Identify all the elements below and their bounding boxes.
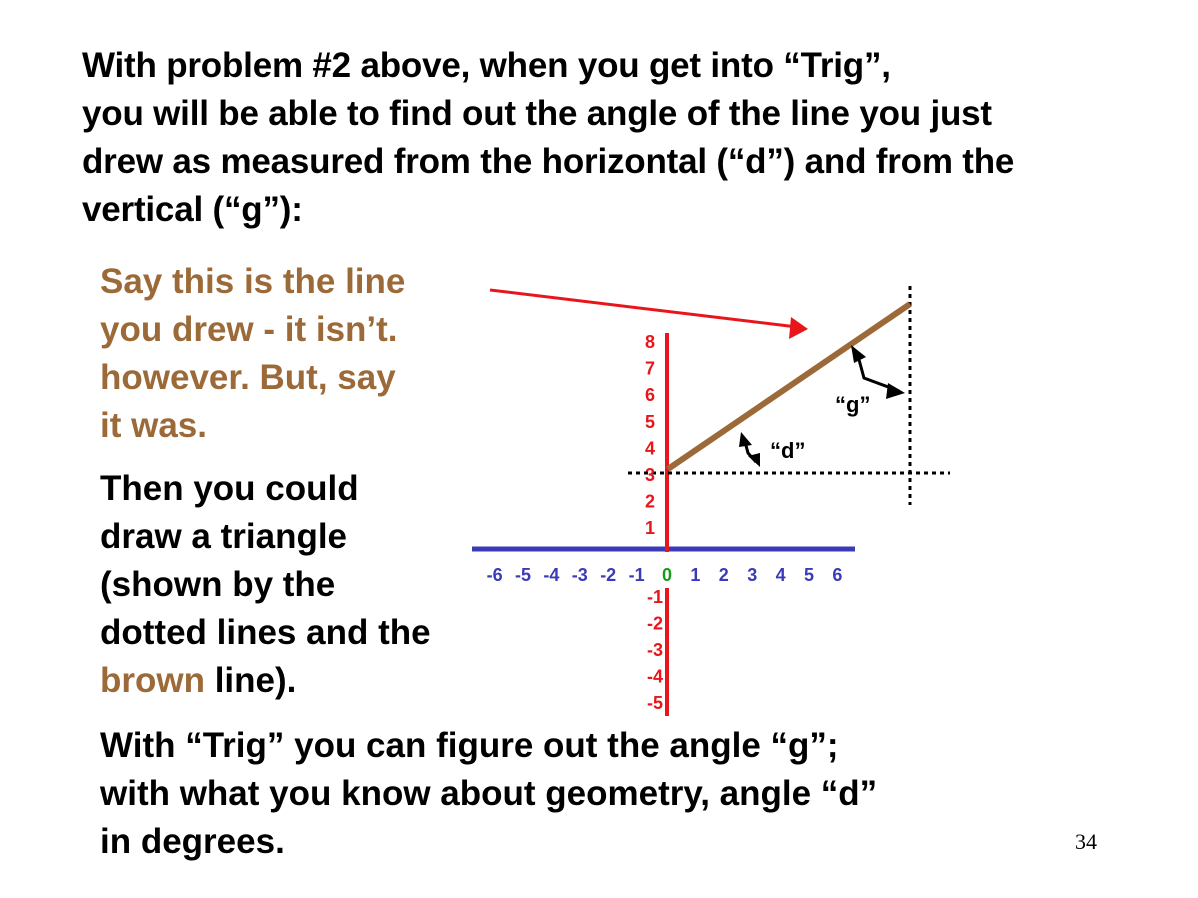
- y-tick-label: 3: [644, 465, 656, 485]
- heading-line: you will be able to find out the angle of the line you just: [82, 94, 992, 133]
- explanation-line: (shown by the: [100, 565, 336, 604]
- explanation-line: Then you could: [100, 469, 359, 508]
- x-tick-labels: [487, 565, 843, 585]
- y-tick-label: 6: [644, 385, 656, 406]
- x-tick-label: 0: [661, 565, 673, 585]
- heading-line: With problem #2 above, when you get into “Trig”,: [82, 46, 891, 85]
- y-tick-label: 7: [644, 358, 656, 379]
- y-tick-label: -4: [646, 666, 664, 687]
- explanation-line-rest: line).: [204, 661, 297, 700]
- x-tick-label: 3: [747, 565, 758, 585]
- angle-g-arrowhead-right: [886, 383, 905, 399]
- note-line: however. But, say: [100, 358, 396, 397]
- conclusion-line: With “Trig” you can figure out the angle “g”;: [100, 726, 839, 765]
- x-tick-label: -4: [543, 565, 560, 585]
- x-tick-label: -2: [600, 565, 617, 585]
- y-tick-labels-positive: [645, 332, 655, 538]
- x-tick-label: -3: [571, 565, 588, 585]
- y-tick-label: -2: [646, 613, 664, 634]
- x-tick-label: 4: [775, 565, 786, 585]
- x-tick-label: 5: [803, 565, 815, 585]
- y-tick-label: 5: [644, 411, 656, 432]
- brown-word: brown: [100, 661, 205, 700]
- y-tick-label: 4: [644, 438, 656, 459]
- y-tick-label: 2: [644, 491, 656, 512]
- heading-line: vertical (“g”):: [82, 190, 303, 229]
- explanation-line: dotted lines and the: [100, 613, 431, 652]
- y-tick-label: -1: [646, 587, 664, 607]
- y-tick-label: -3: [646, 640, 664, 660]
- note-line: Say this is the line: [100, 262, 406, 301]
- angle-g-arrow: [858, 356, 899, 391]
- y-tick-label: 8: [644, 332, 656, 352]
- label-g: “g”: [835, 392, 871, 417]
- page-number: 34: [1075, 829, 1097, 854]
- pointer-arrow: [490, 290, 797, 327]
- pointer-arrowhead: [789, 317, 808, 339]
- x-tick-label: -6: [486, 565, 503, 585]
- angle-d-arrowhead-up: [739, 432, 752, 447]
- y-tick-label: 1: [644, 518, 656, 539]
- heading-line: drew as measured from the horizontal (“d”) and from the: [82, 142, 1015, 181]
- note-line: it was.: [100, 406, 207, 445]
- label-d: “d”: [770, 438, 806, 463]
- x-tick-label: 6: [832, 565, 843, 585]
- x-tick-label: 2: [718, 565, 729, 585]
- explanation-line: draw a triangle: [100, 517, 348, 556]
- y-tick-labels-negative: [647, 587, 663, 713]
- x-tick-label: 1: [690, 565, 701, 585]
- conclusion-line: with what you know about geometry, angle “d”: [100, 774, 878, 813]
- note-line: you drew - it isn’t.: [100, 310, 398, 349]
- conclusion-line: in degrees.: [100, 822, 285, 861]
- x-tick-label: -5: [514, 565, 532, 585]
- x-tick-label: -1: [628, 565, 645, 585]
- angle-g-arrowhead-up: [851, 345, 866, 363]
- y-tick-label: -5: [646, 693, 664, 713]
